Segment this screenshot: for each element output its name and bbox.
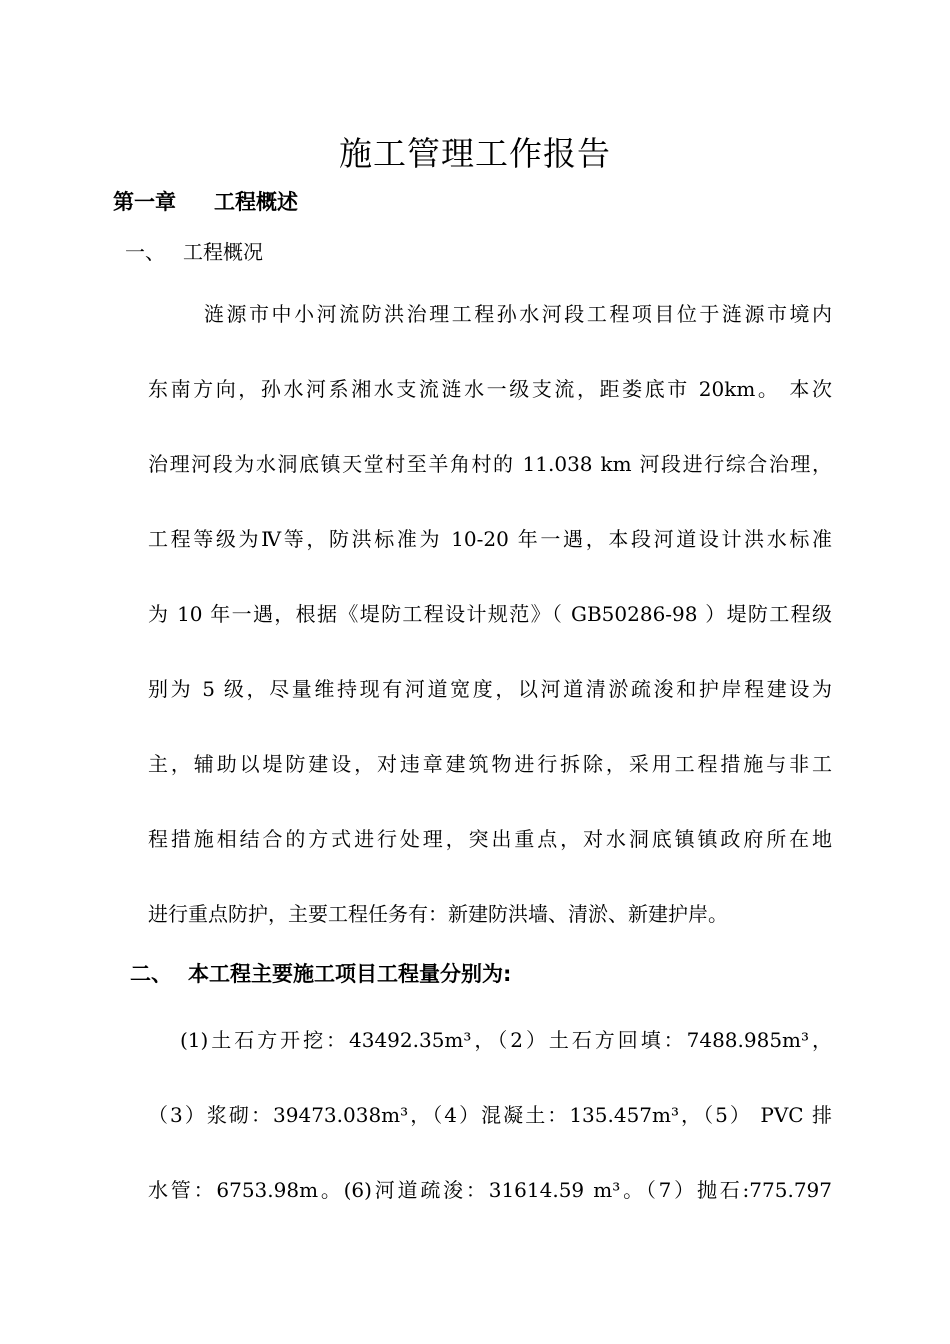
section-title: 工程概况 bbox=[183, 240, 263, 264]
chapter-number: 第一章 bbox=[113, 190, 176, 214]
paragraph-line: 主，辅助以堤防建设，对违章建筑物进行拆除，采用工程措施与非工 bbox=[148, 752, 832, 776]
paragraph-line: 工程等级为Ⅳ等，防洪标准为 10-20 年一遇，本段河道设计洪水标准 bbox=[148, 527, 832, 551]
paragraph-line: 治理河段为水洞底镇天堂村至羊角村的 11.038 km 河段进行综合治理， bbox=[148, 452, 832, 476]
section-title: 本工程主要施工项目工程量分别为: bbox=[188, 962, 512, 986]
paragraph-line: 别为 5 级，尽量维持现有河道宽度，以河道清淤疏浚和护岸程建设为 bbox=[148, 677, 832, 701]
paragraph-line: 东南方向，孙水河系湘水支流涟水一级支流，距娄底市 20km。 本次 bbox=[148, 377, 832, 401]
section-heading-2 bbox=[130, 958, 511, 988]
section-heading-1 bbox=[125, 236, 263, 265]
section-number: 一、 bbox=[125, 240, 165, 264]
quantity-line: 水管：6753.98m。(6)河道疏浚：31614.59 m³。（7）抛石:775.797 bbox=[148, 1178, 832, 1202]
chapter-title: 工程概述 bbox=[214, 190, 298, 214]
paragraph-line: 进行重点防护，主要工程任务有：新建防洪墙、清淤、新建护岸。 bbox=[148, 902, 728, 926]
document-title: 施工管理工作报告 bbox=[339, 134, 611, 173]
paragraph-line: 程措施相结合的方式进行处理，突出重点，对水洞底镇镇政府所在地 bbox=[148, 827, 832, 851]
section-number: 二、 bbox=[130, 962, 172, 986]
quantity-line: （3）浆砌：39473.038m³，（4）混凝土：135.457m³，（5） PVC 排 bbox=[148, 1103, 832, 1127]
paragraph-line: 涟源市中小河流防洪治理工程孙水河段工程项目位于涟源市境内 bbox=[204, 302, 832, 326]
quantity-line: (1)土石方开挖：43492.35m³，（2）土石方回填：7488.985m³， bbox=[180, 1028, 832, 1052]
paragraph-line: 为 10 年一遇，根据《堤防工程设计规范》（ GB50286-98 ）堤防工程级 bbox=[148, 602, 832, 626]
chapter-heading bbox=[113, 186, 298, 216]
